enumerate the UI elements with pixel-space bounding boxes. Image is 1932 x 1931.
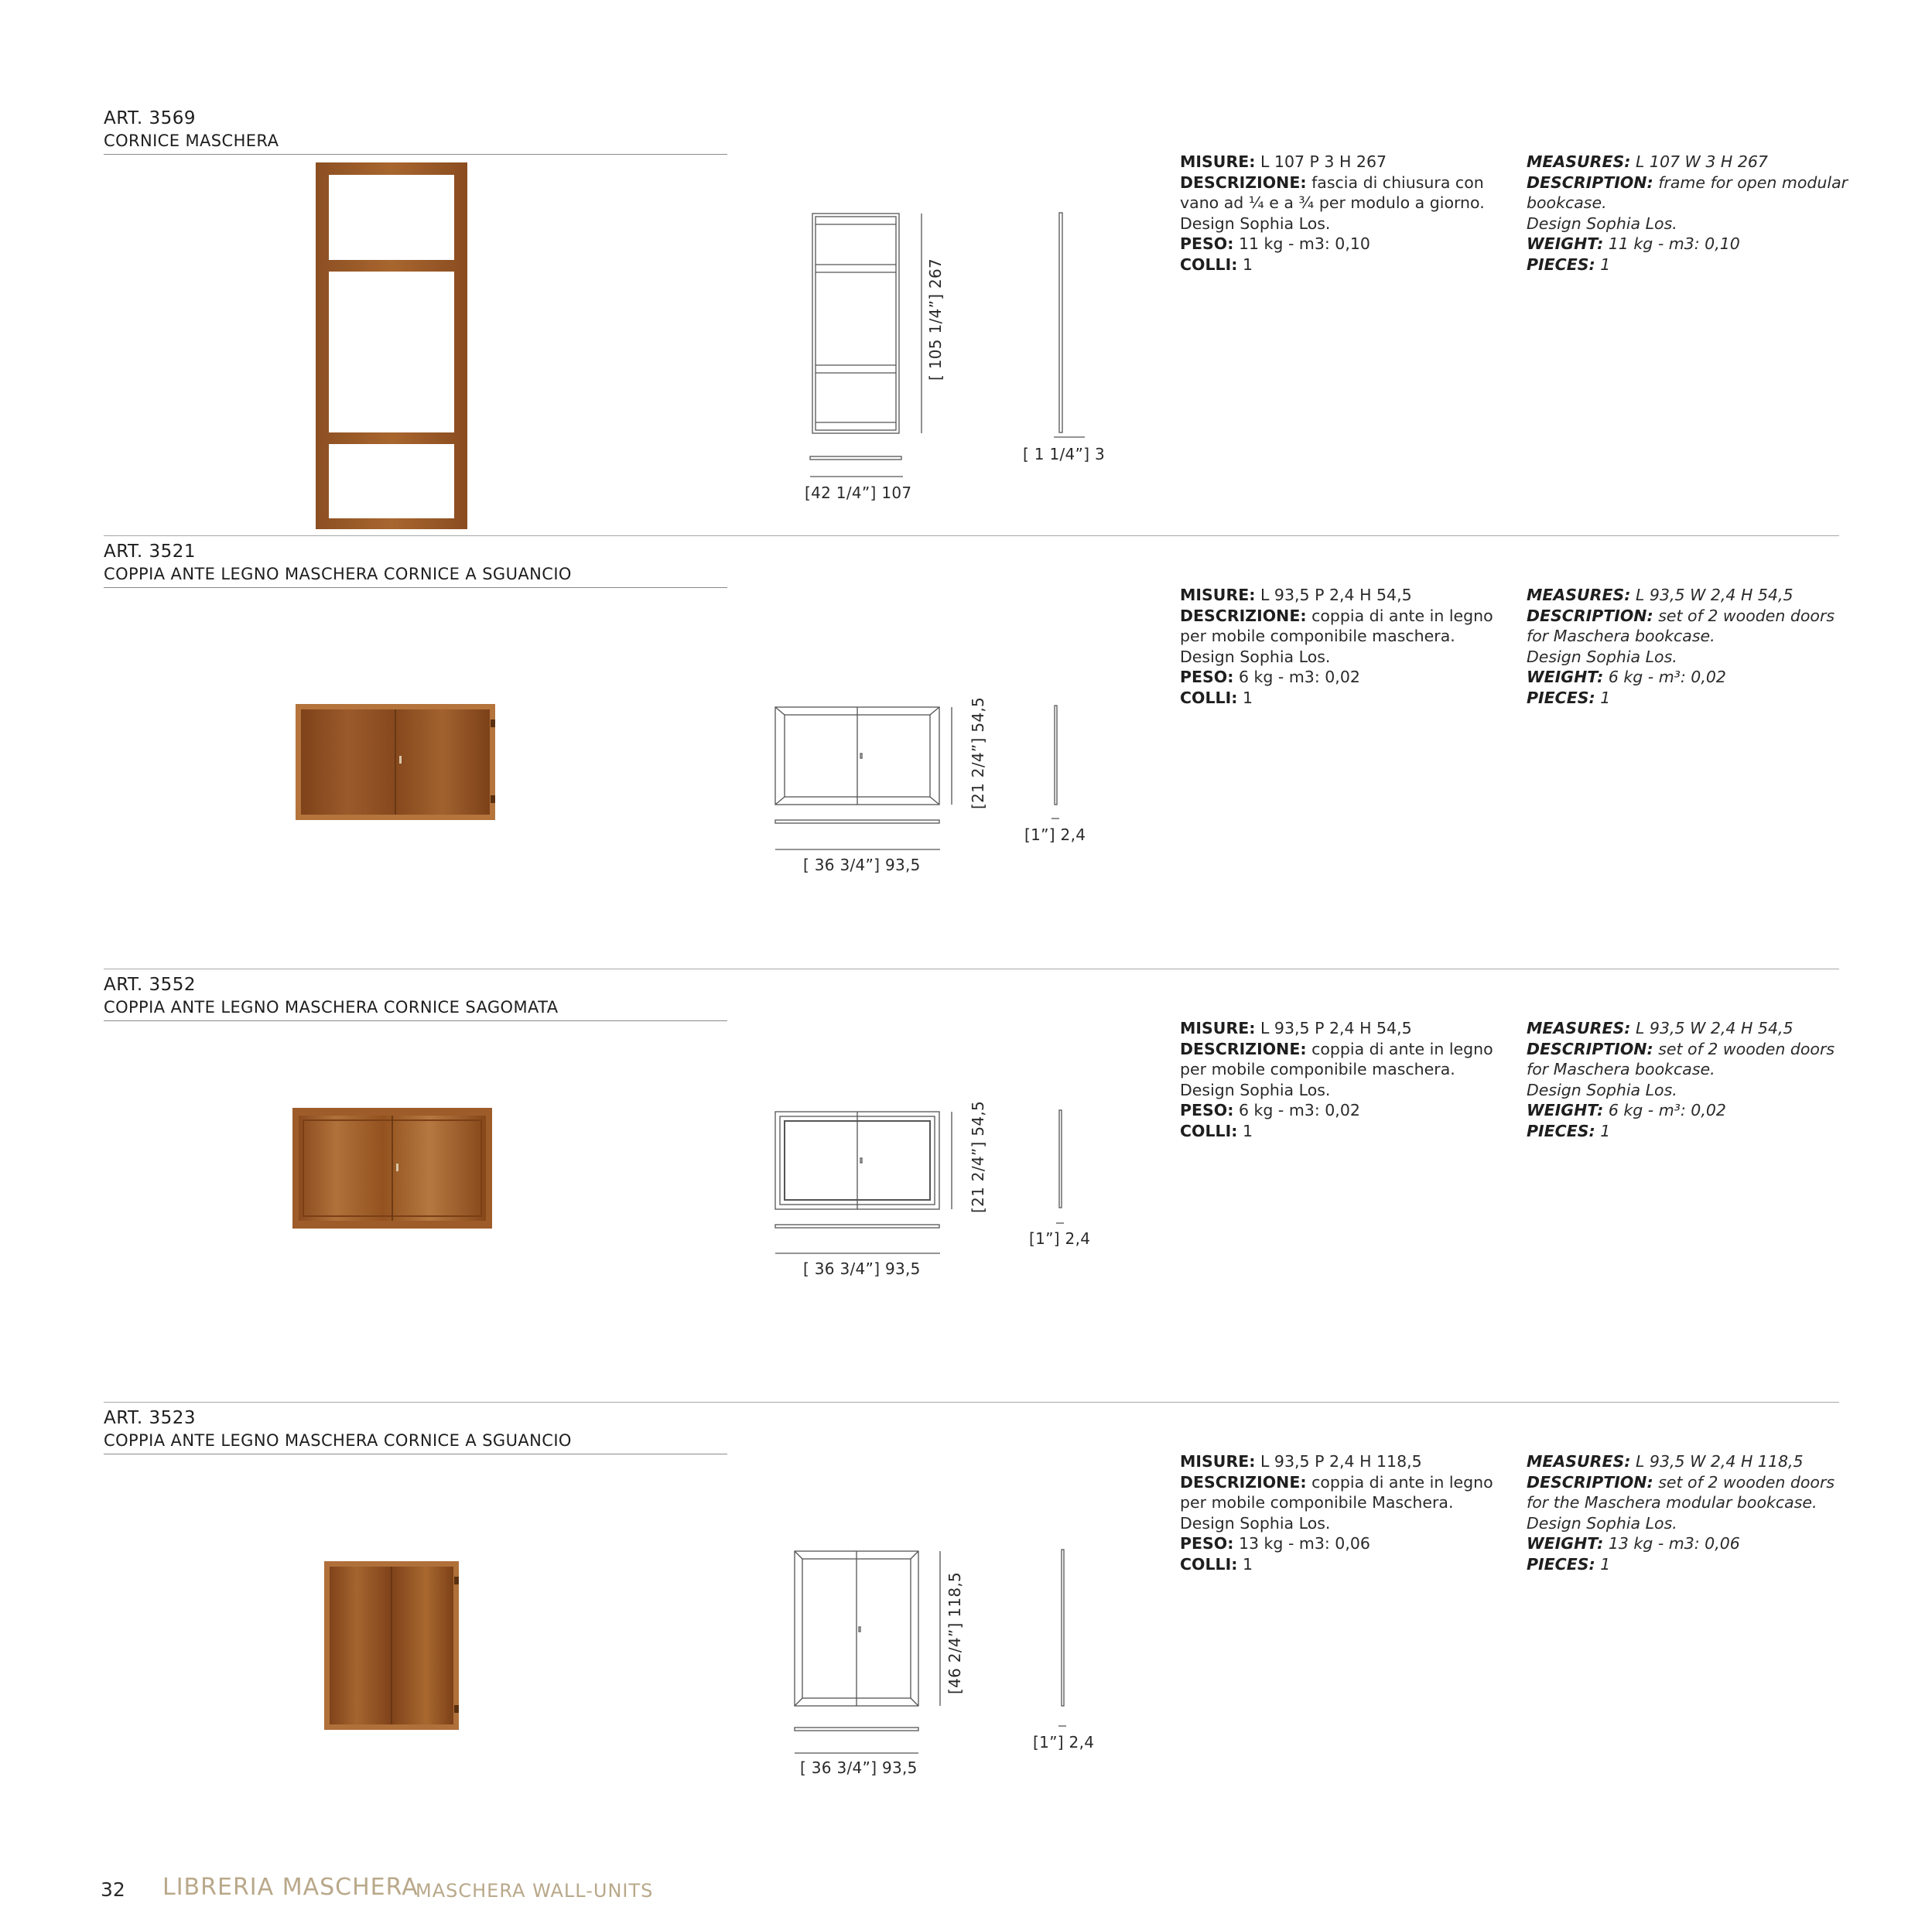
front-drawing [774, 1110, 959, 1234]
height-dimension: [ 105 1/4”] 267 [926, 258, 945, 381]
article-code: ART. 3521 [104, 542, 197, 562]
depth-dimension: [1”] 2,4 [1033, 1733, 1095, 1752]
side-drawing [1050, 706, 1065, 822]
depth-dimension: [ 1 1/4”] 3 [1023, 445, 1105, 463]
height-dimension: [46 2/4”] 118,5 [945, 1571, 964, 1694]
section-underline [104, 587, 727, 588]
front-drawing [793, 1550, 963, 1735]
spec-block-en: MEASURES: L 93,5 W 2,4 H 54,5 DESCRIPTION: set of 2 wooden doors for Maschera bookcase. Design Sophia Los. WEIGHT: 6 kg - m³: 0,02 PIECES: 1 [1527, 586, 1835, 707]
width-dimension-line [795, 1752, 918, 1754]
spec-block-en: MEASURES: L 93,5 W 2,4 H 54,5 DESCRIPTION: set of 2 wooden doors for Maschera bookcase. Design Sophia Los. WEIGHT: 6 kg - m³: 0,02 PIECES: 1 [1527, 1019, 1835, 1140]
article-name: CORNICE MASCHERA [104, 132, 279, 150]
front-drawing [774, 706, 959, 829]
width-dimension: [ 36 3/4”] 93,5 [803, 1259, 921, 1278]
spec-block-en: MEASURES: L 93,5 W 2,4 H 118,5 DESCRIPTION: set of 2 wooden doors for the Maschera modular bookcase. Design Sophia Los. WEIGHT: 13 kg - m3: 0,06 PIECES: 1 [1527, 1452, 1835, 1574]
product-photo-doors [292, 1108, 492, 1229]
spec-block-it: MISURE: L 93,5 P 2,4 H 54,5 DESCRIZIONE: coppia di ante in legno per mobile componibile maschera. Design Sophia Los. PESO: 6 kg - m3: 0,02 COLLI: 1 [1180, 1019, 1493, 1140]
article-name: COPPIA ANTE LEGNO MASCHERA CORNICE SAGOMATA [104, 998, 559, 1017]
section-divider [104, 1402, 1839, 1403]
section-underline [104, 1020, 727, 1021]
product-photo-doors [296, 704, 495, 820]
width-dimension: [ 36 3/4”] 93,5 [800, 1758, 918, 1777]
spec-block-it: MISURE: L 107 P 3 H 267 DESCRIZIONE: fascia di chiusura con vano ad ¼ e a ¾ per modulo a giorno. Design Sophia Los. PESO: 11 kg - m3: 0,10 COLLI: 1 [1180, 152, 1485, 274]
width-dimension-line [810, 476, 903, 477]
width-dimension-line [775, 849, 940, 850]
width-dimension-line [775, 1253, 940, 1254]
article-code: ART. 3552 [104, 975, 197, 995]
article-name: COPPIA ANTE LEGNO MASCHERA CORNICE A SGUANCIO [104, 1431, 572, 1450]
footer-subtitle: MASCHERA WALL-UNITS [415, 1880, 654, 1902]
side-drawing [1057, 1550, 1072, 1728]
product-photo-doors [324, 1561, 459, 1730]
spec-block-it: MISURE: L 93,5 P 2,4 H 118,5 DESCRIZIONE: coppia di ante in legno per mobile componibile Maschera. Design Sophia Los. PESO: 13 kg - m3: 0,06 COLLI: 1 [1180, 1452, 1493, 1574]
spec-block-en: MEASURES: L 107 W 3 H 267 DESCRIPTION: frame for open modular bookcase. Design Sophia Los. WEIGHT: 11 kg - m3: 0,10 PIECES: 1 [1527, 152, 1848, 274]
width-dimension: [ 36 3/4”] 93,5 [803, 856, 921, 874]
article-code: ART. 3569 [104, 108, 197, 128]
side-drawing [1055, 1110, 1070, 1226]
height-dimension: [21 2/4”] 54,5 [969, 1100, 987, 1213]
section-underline [104, 154, 727, 155]
article-name: COPPIA ANTE LEGNO MASCHERA CORNICE A SGUANCIO [104, 565, 572, 583]
height-dimension: [21 2/4”] 54,5 [969, 696, 987, 809]
depth-dimension: [1”] 2,4 [1024, 825, 1086, 844]
footer-title: LIBRERIA MASCHERA [162, 1874, 419, 1901]
article-code: ART. 3523 [104, 1408, 197, 1428]
depth-dimension: [1”] 2,4 [1029, 1229, 1091, 1248]
spec-block-it: MISURE: L 93,5 P 2,4 H 54,5 DESCRIZIONE: coppia di ante in legno per mobile componibile maschera. Design Sophia Los. PESO: 6 kg - m3: 0,02 COLLI: 1 [1180, 586, 1493, 707]
width-dimension: [42 1/4”] 107 [805, 484, 912, 502]
product-photo-frame [316, 162, 467, 529]
section-divider [104, 535, 1839, 536]
side-drawing [1054, 213, 1085, 437]
page-number: 32 [101, 1878, 125, 1901]
